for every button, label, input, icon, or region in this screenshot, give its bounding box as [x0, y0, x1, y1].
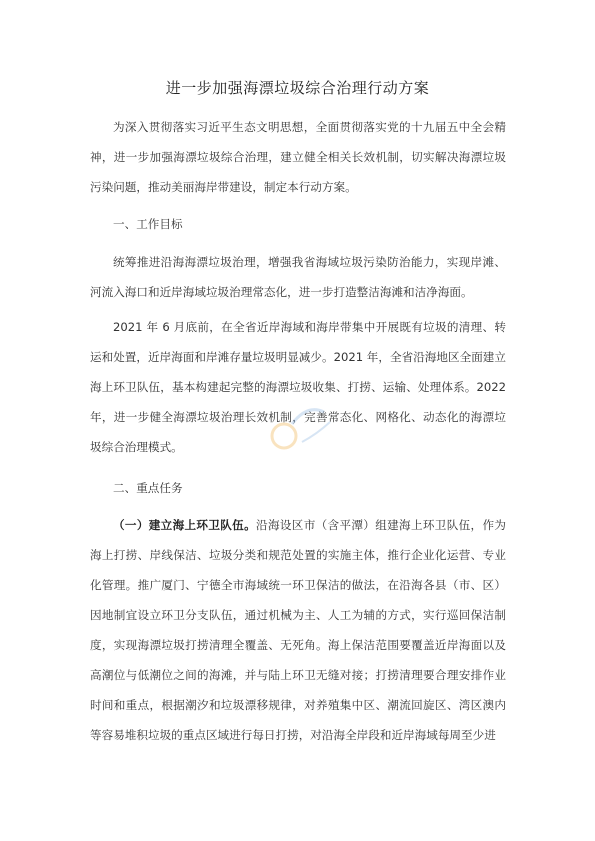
intro-paragraph: 为深入贯彻落实习近平生态文明思想，全面贯彻落实党的十九届五中全会精神，进一步加强海漂垃圾综合治理，建立健全相关长效机制，切实解决海漂垃圾污染问题，推动美丽海岸带建设，制定本行动方案。 — [90, 120, 506, 194]
goal-paragraph-2: 2021 年 6 月底前，在全省近岸海域和海岸带集中开展既有垃圾的清理、转运和处置，近岸海面和岸滩存量垃圾明显减少。2021 年，全省沿海地区全面建立海上环卫队伍，基本构建起完整的海漂垃圾收集、打捞、运输、处理体系。2022 年，进一步健全海漂垃圾治理长效机制，完善常态化、网格化、动态化的海漂垃圾综合治理模式。 — [90, 320, 506, 454]
document-title: 进一步加强海漂垃圾综合治理行动方案 — [165, 79, 430, 97]
task-1-text: 沿海设区市（含平潭）组建海上环卫队伍，作为海上打捞、岸线保洁、垃圾分类和规范处置的实施主体，推行企业化运营、专业化管理。推广厦门、宁德全市海域统一环卫保洁的做法，在沿海各县（市、区）因地制宜设立环卫分支队伍，通过机械为主、人工为辅的方式，实行巡回保洁制度，实现海漂垃圾打捞清理全覆盖、无死角。海上保洁范围要覆盖近岸海面以及高潮位与低潮位之间的海滩，并与陆上环卫无缝对接；打捞清理要合理安排作业时间和重点，根据潮汐和垃圾漂移规律，对养殖集中区、潮流回旋区、湾区澳内等容易堆积垃圾的重点区域进行每日打捞，对沿海全岸段和近岸海域每周至少进 — [90, 518, 506, 742]
watermark-logo-icon — [262, 384, 342, 464]
section-heading-tasks: 二、重点任务 — [113, 481, 183, 495]
section-heading-goals: 一、工作目标 — [113, 217, 183, 231]
task-1-heading: （一）建立海上环卫队伍。 — [113, 518, 257, 532]
goal-paragraph-1: 统筹推进沿海海漂垃圾治理，增强我省海域垃圾污染防治能力，实现岸滩、河流入海口和近岸海域垃圾治理常态化，进一步打造整洁海滩和洁净海面。 — [90, 255, 506, 299]
task-paragraph-1 — [90, 510, 506, 750]
